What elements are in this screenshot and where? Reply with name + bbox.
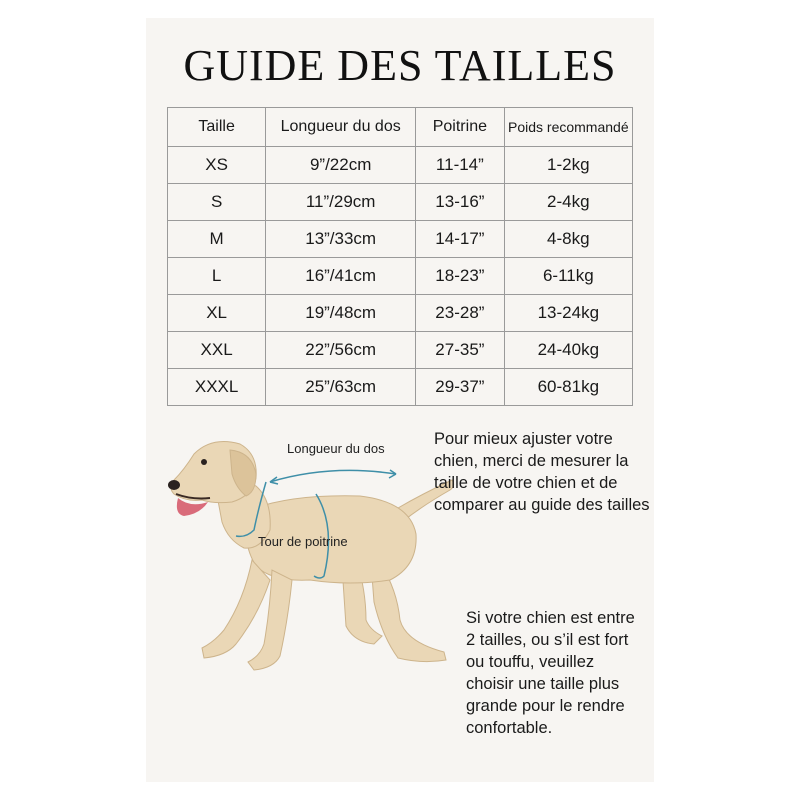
cell-chest: 29-37”: [416, 369, 505, 406]
cell-weight: 60-81kg: [504, 369, 632, 406]
cell-weight: 6-11kg: [504, 258, 632, 295]
dog-nose: [168, 480, 180, 490]
table-row: [168, 369, 633, 406]
cell-chest: 27-35”: [416, 332, 505, 369]
back-length-label: Longueur du dos: [287, 441, 385, 456]
between-sizes-tip-text: Si votre chien est entre 2 tailles, ou s’il est fort ou touffu, veuillez choisir une taille plus grande pour le rendre confortable.: [466, 609, 635, 737]
table-row: [168, 258, 633, 295]
cell-chest: 14-17”: [416, 221, 505, 258]
cell-chest: 18-23”: [416, 258, 505, 295]
cell-chest: 13-16”: [416, 184, 505, 221]
cell-weight: 4-8kg: [504, 221, 632, 258]
table-row: [168, 184, 633, 221]
measure-tip-text: Pour mieux ajuster votre chien, merci de mesurer la taille de votre chien et de comparer au guide des tailles: [434, 430, 650, 514]
cell-chest: 23-28”: [416, 295, 505, 332]
cell-size: XXL: [168, 332, 266, 369]
cell-back-length: 25”/63cm: [266, 369, 416, 406]
cell-back-length: 19”/48cm: [266, 295, 416, 332]
chest-girth-label: Tour de poitrine: [258, 534, 348, 549]
table-header-row: [168, 108, 633, 147]
cell-weight: 1-2kg: [504, 147, 632, 184]
header-weight: Poids recommandé: [504, 108, 632, 147]
page-title: GUIDE DES TAILLES: [183, 41, 617, 90]
back-length-arrow: [270, 470, 396, 482]
header-chest: Poitrine: [416, 108, 505, 147]
dog-front-leg-far: [202, 560, 270, 658]
cell-size: XS: [168, 147, 266, 184]
dog-eye: [201, 459, 207, 465]
cell-weight: 2-4kg: [504, 184, 632, 221]
table-row: [168, 295, 633, 332]
dog-illustration: [160, 430, 470, 680]
cell-size: M: [168, 221, 266, 258]
cell-back-length: 11”/29cm: [266, 184, 416, 221]
cell-size: S: [168, 184, 266, 221]
cell-size: XXXL: [168, 369, 266, 406]
table-row: [168, 221, 633, 258]
cell-back-length: 13”/33cm: [266, 221, 416, 258]
cell-size: XL: [168, 295, 266, 332]
header-back-length: Longueur du dos: [266, 108, 416, 147]
cell-back-length: 16”/41cm: [266, 258, 416, 295]
cell-weight: 24-40kg: [504, 332, 632, 369]
cell-back-length: 9”/22cm: [266, 147, 416, 184]
cell-chest: 11-14”: [416, 147, 505, 184]
cell-back-length: 22”/56cm: [266, 332, 416, 369]
cell-weight: 13-24kg: [504, 295, 632, 332]
size-table: [167, 107, 633, 406]
table-row: [168, 147, 633, 184]
header-size: Taille: [168, 108, 266, 147]
cell-size: L: [168, 258, 266, 295]
table-row: [168, 332, 633, 369]
